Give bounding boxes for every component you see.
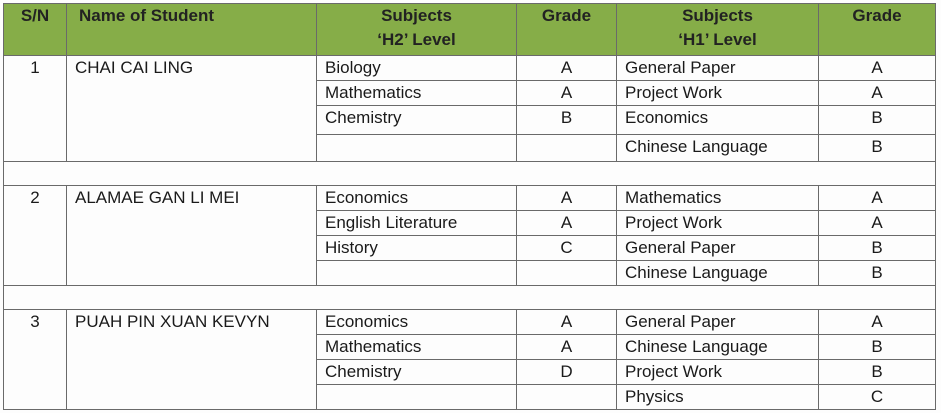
h1-grade: B (819, 360, 936, 385)
student-name: CHAI CAI LING (67, 56, 317, 162)
h1-grade: B (819, 106, 936, 135)
h2-subject: Chemistry (317, 106, 517, 135)
h2-grade: A (517, 335, 617, 360)
h2-subject: Biology (317, 56, 517, 81)
h2-grade (517, 135, 617, 162)
h2-grade: C (517, 236, 617, 261)
h2-grade: A (517, 186, 617, 211)
h2-grade: A (517, 81, 617, 106)
h1-grade: A (819, 186, 936, 211)
h1-subject: Chinese Language (617, 335, 819, 360)
h2-subject: Mathematics (317, 335, 517, 360)
header-h2-subjects-line1: Subjects (381, 6, 452, 25)
h2-subject: Mathematics (317, 81, 517, 106)
h1-subject: Project Work (617, 81, 819, 106)
spacer-cell (4, 286, 936, 310)
h2-subject (317, 385, 517, 410)
h2-subject: Economics (317, 310, 517, 335)
h2-subject: Chemistry (317, 360, 517, 385)
spacer-row (4, 162, 936, 186)
h2-grade: D (517, 360, 617, 385)
h2-grade (517, 385, 617, 410)
header-h2-subjects-line2: ‘H2’ Level (377, 30, 456, 49)
h1-subject: Project Work (617, 211, 819, 236)
h2-subject (317, 135, 517, 162)
student-name: PUAH PIN XUAN KEVYN (67, 310, 317, 410)
student-sn: 3 (4, 310, 67, 410)
h1-grade: A (819, 81, 936, 106)
student-name: ALAMAE GAN LI MEI (67, 186, 317, 286)
spacer-cell (4, 162, 936, 186)
header-h1-subjects (617, 4, 819, 56)
table-row (4, 56, 936, 81)
h1-subject: General Paper (617, 310, 819, 335)
h1-grade: B (819, 236, 936, 261)
spacer-row (4, 286, 936, 310)
h2-grade (517, 261, 617, 286)
h2-subject: English Literature (317, 211, 517, 236)
student-sn: 2 (4, 186, 67, 286)
h1-grade: B (819, 335, 936, 360)
h1-grade: A (819, 310, 936, 335)
table-row (4, 310, 936, 335)
h1-subject: General Paper (617, 236, 819, 261)
h2-grade: A (517, 211, 617, 236)
header-sn: S/N (4, 4, 67, 56)
h1-subject: General Paper (617, 56, 819, 81)
results-table (3, 3, 936, 410)
h1-grade: C (819, 385, 936, 410)
h1-subject: Economics (617, 106, 819, 135)
h1-grade: B (819, 135, 936, 162)
h1-subject: Chinese Language (617, 135, 819, 162)
h1-subject: Physics (617, 385, 819, 410)
h2-subject: Economics (317, 186, 517, 211)
h1-subject: Chinese Language (617, 261, 819, 286)
header-row (4, 4, 936, 56)
header-h2-subjects (317, 4, 517, 56)
header-h1-subjects-line1: Subjects (682, 6, 753, 25)
header-h2-grade: Grade (517, 4, 617, 56)
h1-grade: A (819, 211, 936, 236)
h2-grade: B (517, 106, 617, 135)
table-row (4, 186, 936, 211)
h2-subject: History (317, 236, 517, 261)
h2-grade: A (517, 56, 617, 81)
header-student-name: Name of Student (67, 4, 317, 56)
h1-subject: Project Work (617, 360, 819, 385)
h1-subject: Mathematics (617, 186, 819, 211)
header-h1-grade: Grade (819, 4, 936, 56)
h1-grade: A (819, 56, 936, 81)
header-h1-subjects-line2: ‘H1’ Level (678, 30, 757, 49)
student-sn: 1 (4, 56, 67, 162)
h2-subject (317, 261, 517, 286)
h2-grade: A (517, 310, 617, 335)
h1-grade: B (819, 261, 936, 286)
